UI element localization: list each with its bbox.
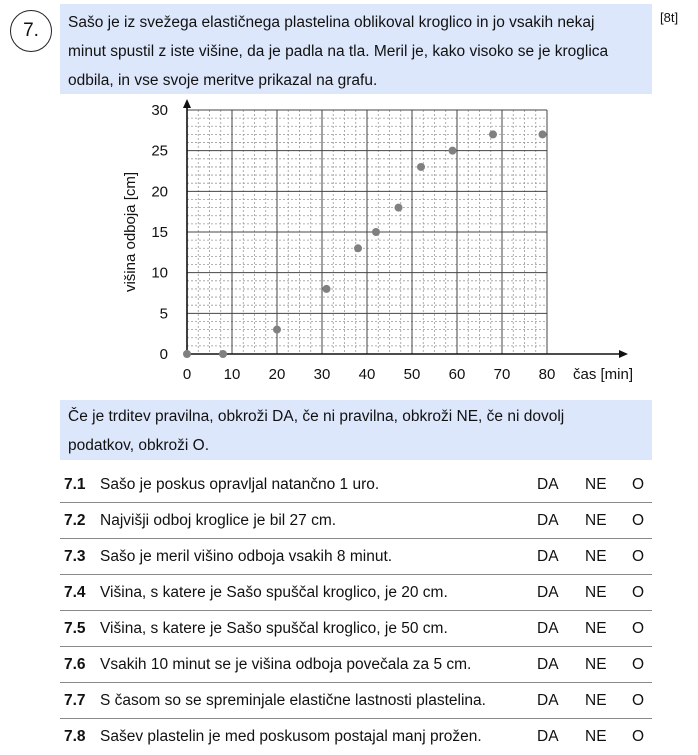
option-ne[interactable]: NE — [585, 656, 607, 673]
y-axis-label: višina odboja [cm] — [122, 171, 139, 293]
statement-number: 7.4 — [64, 584, 86, 601]
statement-number: 7.7 — [64, 692, 86, 709]
option-da[interactable]: DA — [537, 692, 559, 709]
data-point — [489, 130, 497, 138]
data-point — [273, 326, 281, 334]
data-point — [354, 244, 362, 252]
option-da[interactable]: DA — [537, 476, 559, 493]
x-axis-arrow — [619, 350, 628, 358]
y-tick-label: 10 — [151, 264, 168, 282]
data-point — [449, 147, 457, 155]
statement-row-7-4 — [60, 575, 652, 611]
option-o[interactable]: O — [632, 512, 645, 529]
statement-text: Višina, s katere je Sašo spuščal kroglico, je 50 cm. — [100, 620, 448, 637]
statement-row-7-2 — [60, 503, 652, 539]
statement-number: 7.5 — [64, 620, 86, 637]
y-tick-label: 5 — [159, 305, 168, 323]
option-ne[interactable]: NE — [585, 548, 607, 565]
y-tick-label: 25 — [151, 142, 168, 160]
data-point — [219, 350, 227, 358]
option-da[interactable]: DA — [537, 656, 559, 673]
statement-text: Vsakih 10 minut se je višina odboja povečala za 5 cm. — [100, 656, 472, 673]
statement-text: Sašo je poskus opravljal natančno 1 uro. — [100, 476, 380, 493]
option-da[interactable]: DA — [537, 584, 559, 601]
statement-number: 7.6 — [64, 656, 86, 673]
option-ne[interactable]: NE — [585, 620, 607, 637]
data-point — [539, 130, 547, 138]
option-da[interactable]: DA — [537, 728, 559, 745]
option-o[interactable]: O — [632, 584, 645, 601]
option-ne[interactable]: NE — [585, 728, 607, 745]
data-point — [323, 285, 331, 293]
x-tick-label: 50 — [403, 366, 421, 383]
statement-text: Višina, s katere je Sašo spuščal kroglico, je 20 cm. — [100, 584, 448, 601]
statement-row-7-6 — [60, 647, 652, 683]
x-tick-label: 20 — [268, 366, 286, 383]
option-da[interactable]: DA — [537, 512, 559, 529]
instruction-line-2: podatkov, obkroži O. — [68, 437, 210, 454]
statement-number: 7.1 — [64, 476, 86, 493]
instruction-line-1: Če je trditev pravilna, obkroži DA, če ni pravilna, obkroži NE, če ni dovolj — [68, 408, 565, 425]
x-tick-label: 60 — [448, 366, 466, 383]
x-tick-label: 10 — [223, 366, 241, 383]
statement-number: 7.2 — [64, 512, 86, 529]
option-da[interactable]: DA — [537, 620, 559, 637]
option-ne[interactable]: NE — [585, 476, 607, 493]
y-tick-label: 30 — [151, 102, 168, 120]
option-o[interactable]: O — [632, 476, 645, 493]
x-tick-label: 30 — [313, 366, 331, 383]
statement-row-7-5 — [60, 611, 652, 647]
y-tick-label: 0 — [159, 346, 168, 363]
y-axis-arrow — [183, 99, 191, 108]
data-point — [417, 163, 425, 171]
option-ne[interactable]: NE — [585, 584, 607, 601]
intro-line-2: minut spustil z iste višine, da je padla na tla. Meril je, kako visoko se je kroglica — [68, 43, 609, 60]
data-point — [395, 204, 403, 212]
option-o[interactable]: O — [632, 692, 645, 709]
statement-row-7-7 — [60, 683, 652, 719]
data-point — [183, 350, 191, 358]
option-o[interactable]: O — [632, 620, 645, 637]
statement-text: Najvišji odboj kroglice je bil 27 cm. — [100, 512, 337, 529]
intro-line-1: Sašo je iz svežega elastičnega plastelina oblikoval kroglico in jo vsakih nekaj — [68, 14, 595, 31]
data-point — [372, 228, 380, 236]
option-ne[interactable]: NE — [585, 512, 607, 529]
statement-row-7-8 — [60, 719, 652, 755]
x-tick-label: 70 — [493, 366, 511, 383]
x-tick-label: 0 — [182, 366, 192, 383]
option-o[interactable]: O — [632, 656, 645, 673]
x-axis-label: čas [min] — [573, 366, 634, 383]
y-tick-label: 15 — [151, 224, 168, 242]
question-number-label: 7. — [23, 20, 39, 41]
statement-number: 7.8 — [64, 728, 86, 745]
statement-row-7-1 — [60, 467, 652, 503]
x-tick-label: 80 — [538, 366, 556, 383]
x-tick-label: 40 — [358, 366, 376, 383]
instruction-box — [60, 400, 652, 460]
statement-text: Sašev plastelin je med poskusom postajal manj prožen. — [100, 728, 482, 745]
statements-table — [60, 467, 652, 755]
option-o[interactable]: O — [632, 728, 645, 745]
intro-line-3: odbila, in vse svoje meritve prikazal na grafu. — [68, 72, 378, 89]
y-tick-label: 20 — [151, 183, 168, 201]
statement-number: 7.3 — [64, 548, 86, 565]
statement-row-7-3 — [60, 539, 652, 575]
statement-text: Sašo je meril višino odboja vsakih 8 minut. — [100, 548, 393, 565]
points-label: [8t] — [660, 10, 679, 25]
option-o[interactable]: O — [632, 548, 645, 565]
statement-text: S časom so se spreminjale elastične lastnosti plastelina. — [100, 692, 486, 709]
option-ne[interactable]: NE — [585, 692, 607, 709]
option-da[interactable]: DA — [537, 548, 559, 565]
